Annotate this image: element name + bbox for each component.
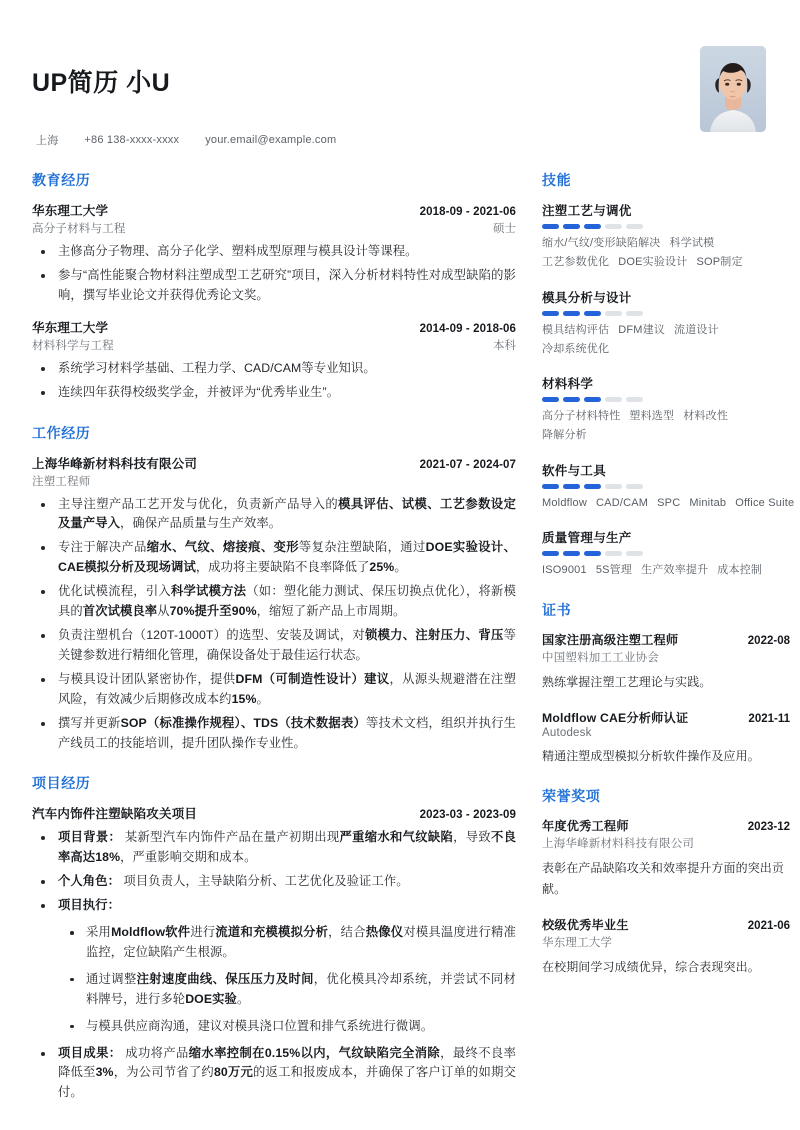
- work-bullet-item: 负责注塑机台（120T-1000T）的选型、安装及调试，对锁模力、注射压力、背压等关键参数进行精细化管理，确保设备处于最佳运行状态。: [32, 626, 516, 666]
- education-school: 华东理工大学: [32, 320, 109, 335]
- skill-group-name: 质量管理与生产: [542, 530, 632, 545]
- contact-location: 上海: [36, 135, 59, 147]
- education-bullet-item: 系统学习材料学基础、工程力学、CAD/CAM等专业知识。: [32, 359, 516, 379]
- section-skills: [542, 170, 795, 580]
- project-bullet-item: 项目执行： 采用Moldflow软件进行流道和充模模拟分析，结合热像仪对模具温度进行精准监控，定位缺陷产生根源。 通过调整注射速度曲线、保压压力及时间，优化模具冷却系统，并尝试不同材料牌号，进行多轮DOE实验。 与模具供应商沟通，建议对模具浇口位置和排气系统进行微调。: [32, 896, 516, 1036]
- skill-tag: CAD/CAM: [596, 496, 649, 509]
- education-school: 华东理工大学: [32, 204, 109, 218]
- education-degree: 硕士: [493, 223, 516, 235]
- skill-tag: 高分子材料特性: [542, 410, 621, 422]
- skill-tag: SPC: [657, 496, 681, 509]
- skill-tag: 模具结构评估: [542, 323, 610, 336]
- resume-body: [28, 170, 795, 1123]
- award-org: 上海华峰新材料科技有限公司: [542, 838, 695, 851]
- education-bullet-item: 参与“高性能聚合物材料注塑成型工艺研究”项目，深入分析材料特性对成型缺陷的影响，撰写毕业论文并获得优秀论文奖。: [32, 266, 516, 306]
- award-description: 表彰在产品缺陷攻关和效率提升方面的突出贡献。: [542, 861, 785, 896]
- skill-level-bar: [542, 224, 559, 229]
- award-name: 年度优秀工程师: [542, 819, 629, 834]
- skill-tag: 成本控制: [717, 563, 763, 576]
- project-bullets: [32, 828, 516, 1103]
- section-title-awards: 荣誉奖项: [542, 788, 601, 805]
- skill-tag: 降解分析: [542, 429, 587, 442]
- certificate-org: Autodesk: [542, 726, 592, 739]
- skill-tag: SOP制定: [696, 256, 743, 269]
- skill-tag: ISO9001: [542, 563, 587, 576]
- work-entry-header: [32, 454, 516, 472]
- skill-tag: 生产效率提升: [641, 563, 709, 576]
- skill-group: [542, 288, 790, 360]
- project-name: 汽车内饰件注塑缺陷攻关项目: [32, 807, 198, 822]
- skill-group: [542, 528, 790, 580]
- section-education: [32, 170, 516, 403]
- project-entries: [32, 804, 516, 1103]
- certificate-entry: [542, 631, 790, 693]
- certificate-entries: [542, 631, 790, 766]
- certificate-date: 2022-08: [747, 635, 790, 647]
- work-bullets: [32, 495, 516, 754]
- section-title-certificates: 证书: [542, 602, 572, 618]
- skill-level-bar: [584, 397, 601, 402]
- skill-group: [542, 374, 790, 446]
- contact-phone: +86 138-xxxx-xxxx: [84, 134, 180, 146]
- skill-tag: 材料改性: [683, 410, 729, 422]
- resume-header: [28, 46, 772, 148]
- main-column: [32, 170, 516, 1123]
- skill-tag-list: [542, 234, 790, 273]
- skill-level-bar: [605, 551, 622, 556]
- work-date: 2021-07 - 2024-07: [419, 458, 516, 471]
- education-bullet-item: 连续四年获得校级奖学金，并被评为“优秀毕业生”。: [32, 383, 516, 403]
- education-bullets: [32, 359, 516, 403]
- skill-tag: 科学试模: [669, 237, 715, 249]
- certificate-name: 国家注册高级注塑工程师: [542, 633, 679, 647]
- work-role: 注塑工程师: [32, 475, 91, 488]
- education-major: 高分子材料与工程: [32, 223, 126, 235]
- skill-tag: 5S管理: [595, 563, 633, 576]
- skill-group-name: 模具分析与设计: [542, 290, 632, 305]
- skill-level-bars: [542, 224, 790, 229]
- contact-line: [32, 132, 336, 148]
- skill-level-bar: [605, 311, 622, 316]
- skill-level-bar: [542, 311, 559, 316]
- skill-tag: Office Suite: [735, 496, 795, 509]
- skill-level-bar: [605, 484, 622, 489]
- skill-level-bars: [542, 551, 790, 556]
- award-date: 2023-12: [747, 821, 790, 834]
- project-bullet-item: 项目背景： 某新型汽车内饰件产品在量产初期出现严重缩水和气纹缺陷，导致不良率高达18%，严重影响交期和成本。: [32, 828, 516, 868]
- education-major: 材料科学与工程: [32, 339, 114, 352]
- skill-level-bar: [563, 551, 580, 556]
- skill-tag: 流道设计: [674, 323, 719, 336]
- skill-level-bar: [563, 397, 580, 402]
- education-entry: [32, 201, 516, 306]
- work-bullet-item: 撰写并更新SOP（标准操作规程）、TDS（技术数据表）等技术文档，组织并执行生产线员工的技能培训，提升团队操作专业性。: [32, 714, 516, 754]
- work-bullet-item: 与模具设计团队紧密协作，提供DFM（可制造性设计）建议，从源头规避潜在注塑风险，有效减少后期修改成本约15%。: [32, 670, 516, 710]
- work-bullet-item: 优化试模流程，引入科学试模方法（如：塑化能力测试、保压切换点优化），将新模具的首次试模良率从70%提升至90%，缩短了新产品上市周期。: [32, 582, 516, 622]
- project-sub-bullets: [58, 923, 516, 1037]
- skill-level-bar: [605, 397, 622, 402]
- education-entry-subheader: [32, 220, 516, 236]
- work-bullet-item: 专注于解决产品缩水、气纹、熔接痕、变形等复杂注塑缺陷，通过DOE实验设计、CAE模拟分析及现场调试，成功将主要缺陷不良率降低了25%。: [32, 538, 516, 578]
- award-org: 华东理工大学: [542, 936, 613, 949]
- certificate-description: 熟练掌握注塑工艺理论与实践。: [542, 675, 712, 689]
- work-entry-subheader: [32, 473, 516, 489]
- skill-level-bar: [626, 397, 643, 402]
- education-entry-subheader: [32, 337, 516, 353]
- project-sub-bullet-item: 采用Moldflow软件进行流道和充模模拟分析，结合热像仪对模具温度进行精准监控，定位缺陷产生根源。: [58, 923, 516, 963]
- skill-level-bar: [542, 397, 559, 402]
- project-sub-bullet-item: 与模具供应商沟通，建议对模具浇口位置和排气系统进行微调。: [58, 1017, 516, 1037]
- section-certificates: [542, 600, 790, 766]
- award-name: 校级优秀毕业生: [542, 917, 629, 932]
- award-date: 2021-06: [747, 919, 790, 932]
- skill-level-bar: [626, 224, 643, 229]
- award-description: 在校期间学习成绩优异，综合表现突出。: [542, 959, 760, 974]
- header-text-block: [32, 46, 336, 148]
- skill-level-bar: [563, 311, 580, 316]
- skill-level-bar: [542, 484, 559, 489]
- skill-tag: DOE实验设计: [618, 256, 688, 269]
- certificate-description: 精通注塑成型模拟分析软件操作及应用。: [542, 748, 760, 763]
- section-work: [32, 423, 516, 754]
- project-sub-bullet-item: 通过调整注射速度曲线、保压压力及时间，优化模具冷却系统，并尝试不同材料牌号，进行多轮DOE实验。: [58, 970, 516, 1010]
- certificate-org: 中国塑料加工工业协会: [542, 652, 659, 664]
- education-entry: [32, 318, 516, 403]
- skill-tag: 工艺参数优化: [542, 256, 610, 269]
- contact-email: your.email@example.com: [205, 134, 337, 146]
- skill-level-bar: [584, 551, 601, 556]
- avatar: [700, 46, 766, 132]
- skill-tag-list: [542, 494, 795, 513]
- section-awards: [542, 786, 790, 977]
- skill-groups: [542, 201, 795, 580]
- certificate-date: 2021-11: [748, 712, 790, 725]
- work-bullet-item: 主导注塑产品工艺开发与优化，负责新产品导入的模具评估、试模、工艺参数设定及量产导入，确保产品质量与生产效率。: [32, 495, 516, 535]
- skill-tag: 冷却系统优化: [542, 342, 610, 355]
- education-degree: 本科: [493, 339, 516, 352]
- project-date: 2023-03 - 2023-09: [419, 809, 516, 822]
- award-entries: [542, 817, 790, 977]
- skill-tag: 塑料选型: [629, 410, 675, 422]
- skill-group: [542, 461, 795, 513]
- skill-group-name: 软件与工具: [542, 463, 607, 478]
- skill-tag: Minitab: [689, 496, 727, 509]
- skill-level-bars: [542, 484, 790, 489]
- project-entry: [32, 804, 516, 1103]
- skill-level-bar: [542, 551, 559, 556]
- certificate-entry-header: [542, 709, 790, 726]
- award-entry: [542, 916, 790, 978]
- skill-level-bars: [542, 397, 790, 402]
- education-entries: [32, 201, 516, 403]
- education-entry-header: [32, 318, 516, 336]
- skill-tag-list: [542, 321, 790, 360]
- certificate-name: Moldflow CAE分析师认证: [542, 710, 689, 725]
- section-title-project: 项目经历: [32, 775, 91, 792]
- certificate-entry-header: [542, 631, 790, 648]
- skill-level-bar: [584, 311, 601, 316]
- education-entry-header: [32, 201, 516, 219]
- skill-tag-list: [542, 407, 790, 446]
- education-bullet-item: 主修高分子物理、高分子化学、塑料成型原理与模具设计等课程。: [32, 242, 516, 262]
- award-entry-header: [542, 916, 790, 933]
- skill-level-bar: [584, 224, 601, 229]
- education-date: 2018-09 - 2021-06: [419, 206, 516, 218]
- section-title-education: 教育经历: [32, 172, 91, 188]
- side-column: [542, 170, 795, 1123]
- skill-level-bar: [584, 484, 601, 489]
- skill-level-bar: [563, 224, 580, 229]
- skill-group-name: 材料科学: [542, 377, 594, 391]
- section-title-work: 工作经历: [32, 424, 91, 441]
- project-bullet-item: 项目成果： 成功将产品缩水率控制在0.15%以内，气纹缺陷完全消除，最终不良率降低至3%，为公司节省了约80万元的返工和报废成本，并确保了客户订单的如期交付。: [32, 1044, 516, 1104]
- project-entry-header: [32, 804, 516, 822]
- skill-level-bar: [626, 311, 643, 316]
- page-title: UP简历 小U: [32, 69, 171, 97]
- section-title-skills: 技能: [542, 172, 572, 188]
- section-project: [32, 773, 516, 1103]
- award-entry-header: [542, 817, 790, 834]
- education-date: 2014-09 - 2018-06: [419, 322, 516, 335]
- work-company: 上海华峰新材料科技有限公司: [32, 456, 198, 471]
- skill-group-name: 注塑工艺与调优: [542, 204, 632, 218]
- certificate-entry: [542, 709, 790, 767]
- skill-level-bar: [626, 551, 643, 556]
- work-entry: [32, 454, 516, 754]
- skill-tag: DFM建议: [618, 323, 666, 336]
- skill-tag: 缩水/气纹/变形缺陷解决: [542, 237, 661, 249]
- work-entries: [32, 454, 516, 754]
- skill-level-bars: [542, 311, 790, 316]
- skill-level-bar: [626, 484, 643, 489]
- skill-group: [542, 201, 790, 273]
- project-bullet-item: 个人角色： 项目负责人，主导缺陷分析、工艺优化及验证工作。: [32, 872, 516, 892]
- skill-tag: Moldflow: [542, 496, 588, 509]
- education-bullets: [32, 242, 516, 306]
- skill-level-bar: [605, 224, 622, 229]
- profile-photo-illustration: [700, 46, 766, 132]
- skill-tag-list: [542, 561, 790, 580]
- skill-level-bar: [563, 484, 580, 489]
- award-entry: [542, 817, 790, 899]
